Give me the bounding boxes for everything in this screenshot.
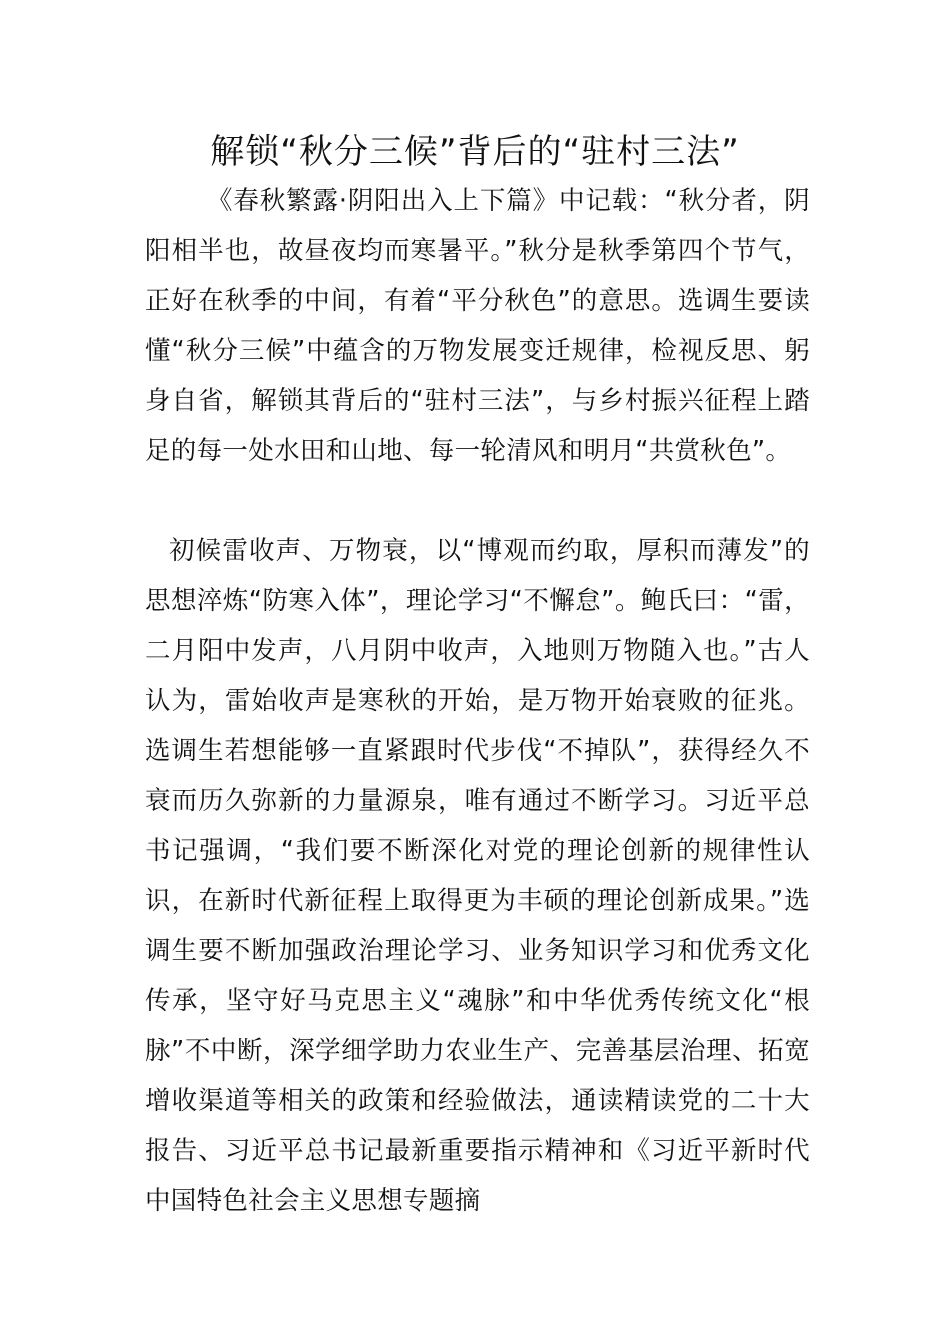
paragraph-first-pentad: 初候雷收声、万物衰，以“博观而约取，厚积而薄发”的思想淬炼“防寒入体”，理论学习“不懈怠”。鲍氏曰：“雷，二月阳中发声，八月阴中收声，入地则万物随入也。”古人认为，雷始收声是寒秋的开始，是万物开始衰败的征兆。选调生若想能够一直紧跟时代步伐“不掉队”，获得经久不衰而历久弥新的力量源泉，唯有通过不断学习。习近平总书记强调，“我们要不断深化对党的理论创新的规律性认识，在新时代新征程上取得更为丰硕的理论创新成果。”选调生要不断加强政治理论学习、业务知识学习和优秀文化传承，坚守好马克思主义“魂脉”和中华优秀传统文化“根脉”不中断，深学细学助力农业生产、完善基层治理、拓宽增收渠道等相关的政策和经验做法，通读精读党的二十大报告、习近平总书记最新重要指示精神和《习近平新时代中国特色社会主义思想专题摘 [145, 536, 810, 1216]
paragraph-intro: 《春秋繁露·阴阳出入上下篇》中记载：“秋分者，阴阳相半也，故昼夜均而寒暑平。”秋分是秋季第四个节气，正好在秋季的中间，有着“平分秋色”的意思。选调生要读懂“秋分三候”中蕴含的万物发展变迁规律，检视反思、躬身自省，解锁其背后的“驻村三法”，与乡村振兴征程上踏足的每一处水田和山地、每一轮清风和明月“共赏秋色”。 [145, 186, 810, 466]
document-title: 解锁“秋分三候”背后的“驻村三法” [210, 132, 740, 172]
